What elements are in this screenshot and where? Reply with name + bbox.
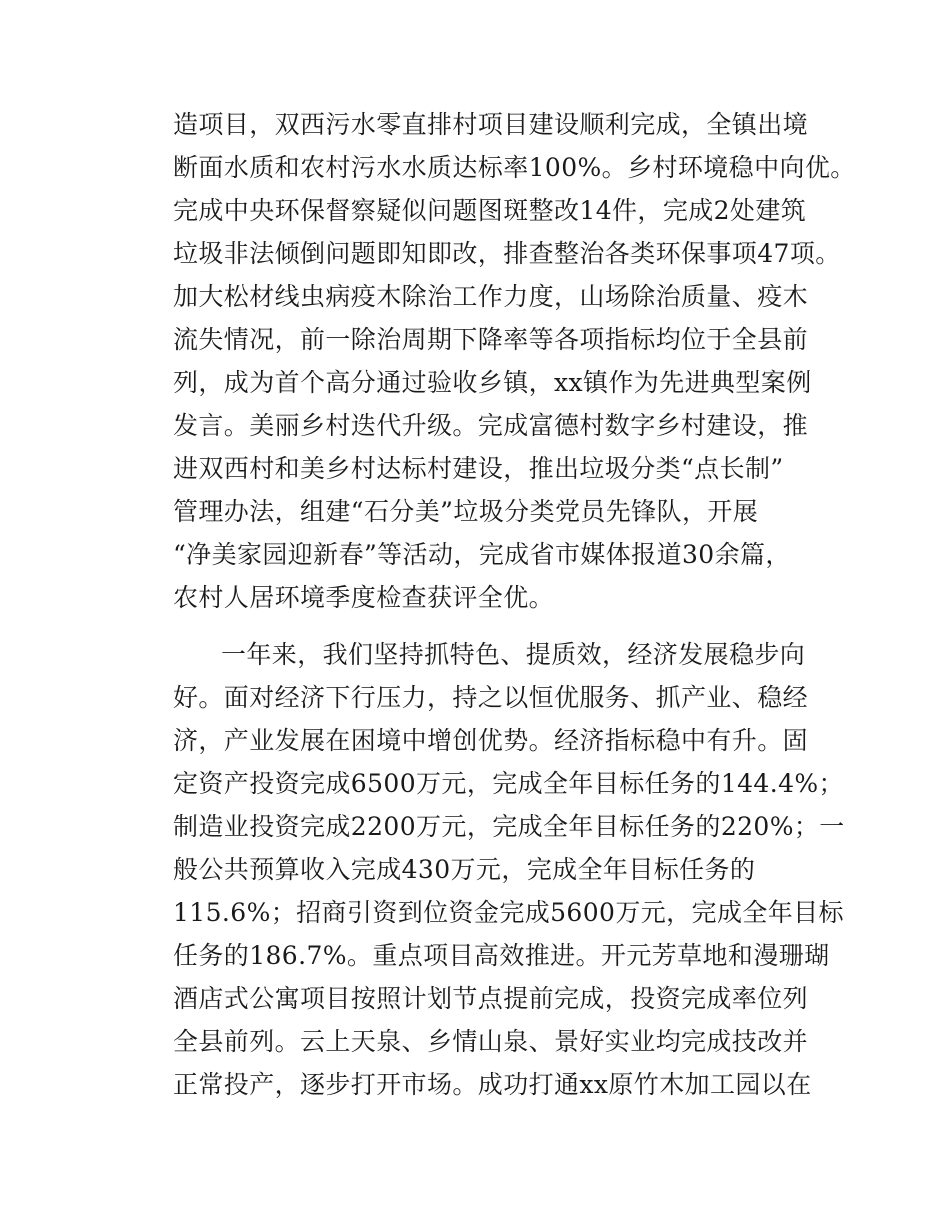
text-line: “净美家园迎新春”等活动，完成省市媒体报道30余篇， [173,540,791,569]
text-line: 完成中央环保督察疑似问题图斑整改14件，完成2处建筑 [173,196,807,225]
text-line: 造项目，双西污水零直排村项目建设顺利完成，全镇出境 [173,110,809,139]
text-line: 列，成为首个高分通过验收乡镇，xx镇作为先进典型案例 [173,368,812,397]
text-line: 115.6%；招商引资到位资金完成5600万元，完成全年目标 [173,898,844,927]
text-line: 全县前列。云上天泉、乡情山泉、景好实业均完成技改并 [173,1027,809,1056]
text-line: 管理办法，组建“石分美”垃圾分类党员先锋队，开展 [173,497,759,526]
text-line: 般公共预算收入完成430万元，完成全年目标任务的 [173,855,756,884]
text-line: 济，产业发展在困境中增创优势。经济指标稳中有升。固 [173,726,809,755]
text-line: 流失情况，前一除治周期下降率等各项指标均位于全县前 [173,325,809,354]
text-line: 一年来，我们坚持抓特色、提质效，经济发展稳步向 [221,640,806,669]
text-line: 酒店式公寓项目按照计划节点提前完成，投资完成率位列 [173,984,809,1013]
text-line: 正常投产，逐步打开市场。成功打通xx原竹木加工园以在 [173,1070,812,1099]
text-line: 制造业投资完成2200万元，完成全年目标任务的220%；一 [173,812,845,841]
text-line: 好。面对经济下行压力，持之以恒优服务、抓产业、稳经 [173,683,809,712]
text-line: 发言。美丽乡村迭代升级。完成富德村数字乡村建设，推 [173,411,809,440]
text-line: 农村人居环境季度检查获评全优。 [173,583,555,612]
text-line: 加大松材线虫病疫木除治工作力度，山场除治质量、疫木 [173,282,809,311]
text-line: 断面水质和农村污水水质达标率100%。乡村环境稳中向优。 [173,153,856,182]
text-line: 任务的186.7%。重点项目高效推进。开元芳草地和漫珊瑚 [173,941,830,970]
text-line: 定资产投资完成6500万元，完成全年目标任务的144.4%； [173,769,844,798]
text-line: 进双西村和美乡村达标村建设，推出垃圾分类“点长制” [173,454,784,483]
text-line: 垃圾非法倾倒问题即知即改，排查整治各类环保事项47项。 [173,239,841,268]
